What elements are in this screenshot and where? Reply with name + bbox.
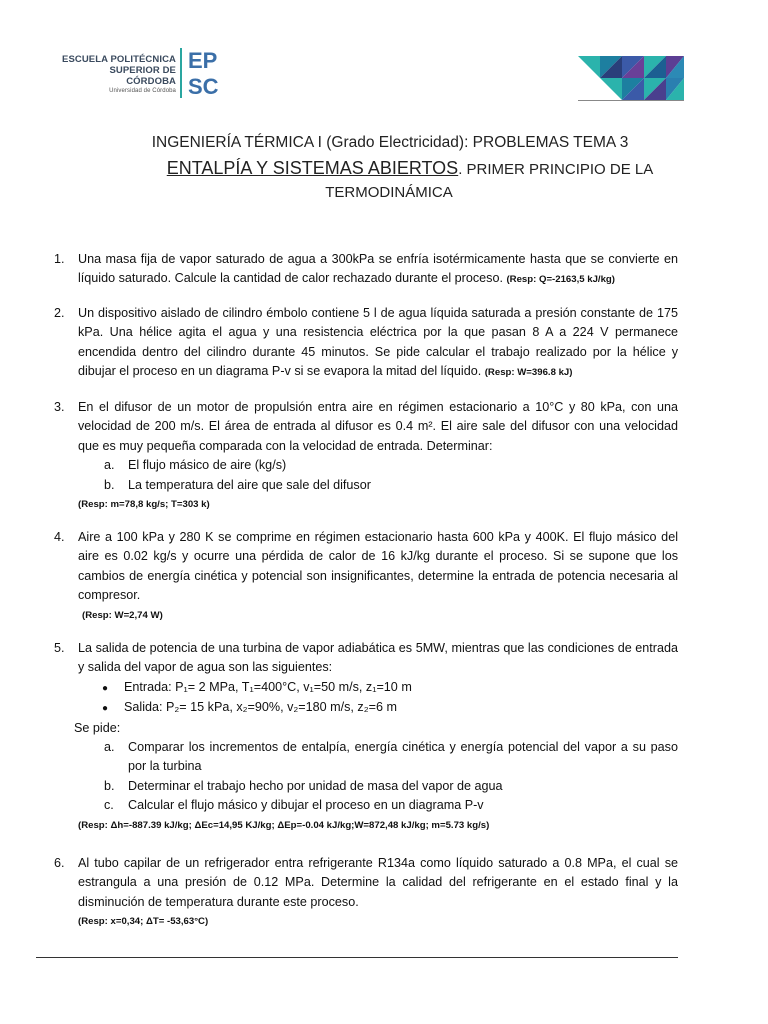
svg-text:EP: EP bbox=[188, 48, 218, 73]
document-title bbox=[0, 134, 768, 152]
subtitle-underlined: ENTALPÍA Y SISTEMAS ABIERTOS bbox=[166, 158, 459, 178]
sub-item-mark: c. bbox=[104, 798, 114, 813]
title-line-1: INGENIERÍA TÉRMICA I (Grado Electricidad): PROBLEMAS TEMA 3 bbox=[151, 134, 629, 151]
logo-line-3: Universidad de Córdoba bbox=[109, 88, 176, 94]
problem-number: 1. bbox=[54, 252, 65, 266]
problem-answer: (Resp: W=2,74 W) bbox=[82, 609, 163, 621]
problem-text: En el difusor de un motor de propulsión entra aire en régimen estacionario a 10°C y 80 kPa, con una velocidad de 200 m/s. El área de entrada al difusor es 0.4 m². El aire sale del difusor con una velocidad que es muy pequeña comparada con la velocidad de entrada. Determinar: bbox=[78, 400, 678, 453]
page-header bbox=[60, 44, 768, 104]
triangle-pattern-logo-icon bbox=[578, 56, 684, 100]
problem-answer: (Resp: W=396.8 kJ) bbox=[484, 367, 573, 379]
school-logo-text bbox=[60, 54, 176, 95]
sub-item-text: El flujo másico de aire (kg/s) bbox=[128, 458, 287, 473]
problem-text: Un dispositivo aislado de cilindro émbolo contiene 5 l de agua líquida saturada a presión constante de 175 kPa. Una hélice agita el agua y una resistencia eléctrica por la que pasan 8 A a 224 V permanece encendida dentro del cilindro durante 45 minutos. Se pide calcular el trabajo realizado por la hélice y dibujar el proceso en un diagrama P-v si se evapora la mitad del líquido. bbox=[78, 306, 678, 379]
bullet-item bbox=[102, 678, 678, 698]
sub-item-mark: b. bbox=[104, 477, 115, 492]
logo-line-2: SUPERIOR DE CÓRDOBA bbox=[109, 65, 176, 87]
problem-text: Una masa fija de vapor saturado de agua a 300kPa se enfría isotérmicamente hasta que se convierte en líquido saturado. Calcule la cantidad de calor rechazado durante el proceso. bbox=[78, 252, 678, 286]
epsc-logo-icon bbox=[186, 46, 226, 98]
logo-line-1: ESCUELA POLITÉCNICA bbox=[62, 54, 176, 65]
problem-5 bbox=[54, 639, 678, 835]
se-pide-label: Se pide: bbox=[74, 720, 121, 735]
bullet-icon: ● bbox=[102, 682, 109, 694]
sub-item bbox=[104, 777, 678, 796]
sub-item-mark: a. bbox=[104, 740, 115, 755]
problem-number: 5. bbox=[54, 641, 65, 655]
problem-answer: (Resp: x=0,34; ΔT= -53,63°C) bbox=[78, 916, 209, 928]
document-subtitle bbox=[60, 158, 760, 179]
problem-text: Al tubo capilar de un refrigerador entra refrigerante R134a como líquido saturado a 0.8 MPa, el cual se estrangula a una presión de 0.12 MPa. Determine la calidad del refrigerante en el estado final y la disminución de temperatura durante este proceso. bbox=[78, 856, 678, 909]
sub-item bbox=[104, 456, 678, 475]
problem-number: 6. bbox=[54, 856, 65, 870]
sub-item-text: La temperatura del aire que sale del difusor bbox=[128, 477, 371, 492]
problem-text: La salida de potencia de una turbina de vapor adiabática es 5MW, mientras que las condiciones de entrada y salida del vapor de agua son las siguientes: bbox=[78, 641, 678, 675]
problem-1 bbox=[54, 250, 678, 290]
bullet-item bbox=[102, 698, 678, 718]
subtitle-line-3: TERMODINÁMICA bbox=[325, 184, 453, 201]
footer-rule bbox=[36, 957, 678, 958]
svg-text:SC: SC bbox=[188, 74, 219, 98]
sub-item bbox=[104, 796, 678, 815]
bullet-text: Entrada: P₁= 2 MPa, T₁=400°C, v₁=50 m/s, z₁=10 m bbox=[124, 679, 412, 694]
problem-2 bbox=[54, 304, 678, 383]
problem-number: 4. bbox=[54, 530, 65, 544]
logo-divider bbox=[180, 48, 182, 98]
problem-6 bbox=[54, 854, 678, 932]
sub-item bbox=[104, 738, 678, 777]
sub-item-mark: b. bbox=[104, 778, 115, 793]
problem-answer: (Resp: Δh=-887.39 kJ/kg; ΔEc=14,95 KJ/kg; ΔEp=-0.04 kJ/kg;W=872,48 kJ/kg; m=5.73 kg/s) bbox=[78, 819, 490, 831]
subtitle-rest: . PRIMER PRINCIPIO DE LA bbox=[458, 161, 654, 178]
problem-answer: (Resp: m=78,8 kg/s; T=303 k) bbox=[78, 499, 210, 511]
problem-4 bbox=[54, 528, 678, 625]
problem-number: 2. bbox=[54, 306, 65, 320]
sub-item-text: Determinar el trabajo hecho por unidad de masa del vapor de agua bbox=[128, 778, 503, 793]
problem-3 bbox=[54, 398, 678, 514]
sub-item-text: Calcular el flujo másico y dibujar el proceso en un diagrama P-v bbox=[128, 798, 484, 813]
bullet-text: Salida: P₂= 15 kPa, x₂=90%, v₂=180 m/s, z₂=6 m bbox=[124, 700, 397, 715]
sub-item-text: Comparar los incrementos de entalpía, energía cinética y energía potencial del vapor a su paso por la turbina bbox=[128, 740, 678, 774]
problem-text: Aire a 100 kPa y 280 K se comprime en régimen estacionario hasta 600 kPa y 400K. El flujo másico del aire es 0.02 kg/s y ocurre una pérdida de calor de 16 kJ/kg durante el proceso. Si se supone que los cambios de energía cinética y potencial son insignificantes, determine la entrada de potencia necesaria al compresor. bbox=[78, 530, 678, 603]
sub-item bbox=[104, 476, 678, 495]
problem-answer: (Resp: Q=-2163,5 kJ/kg) bbox=[506, 274, 615, 286]
sub-item-mark: a. bbox=[104, 458, 115, 473]
header-rule bbox=[578, 100, 684, 101]
bullet-icon: ● bbox=[102, 703, 109, 715]
problem-number: 3. bbox=[54, 400, 65, 414]
